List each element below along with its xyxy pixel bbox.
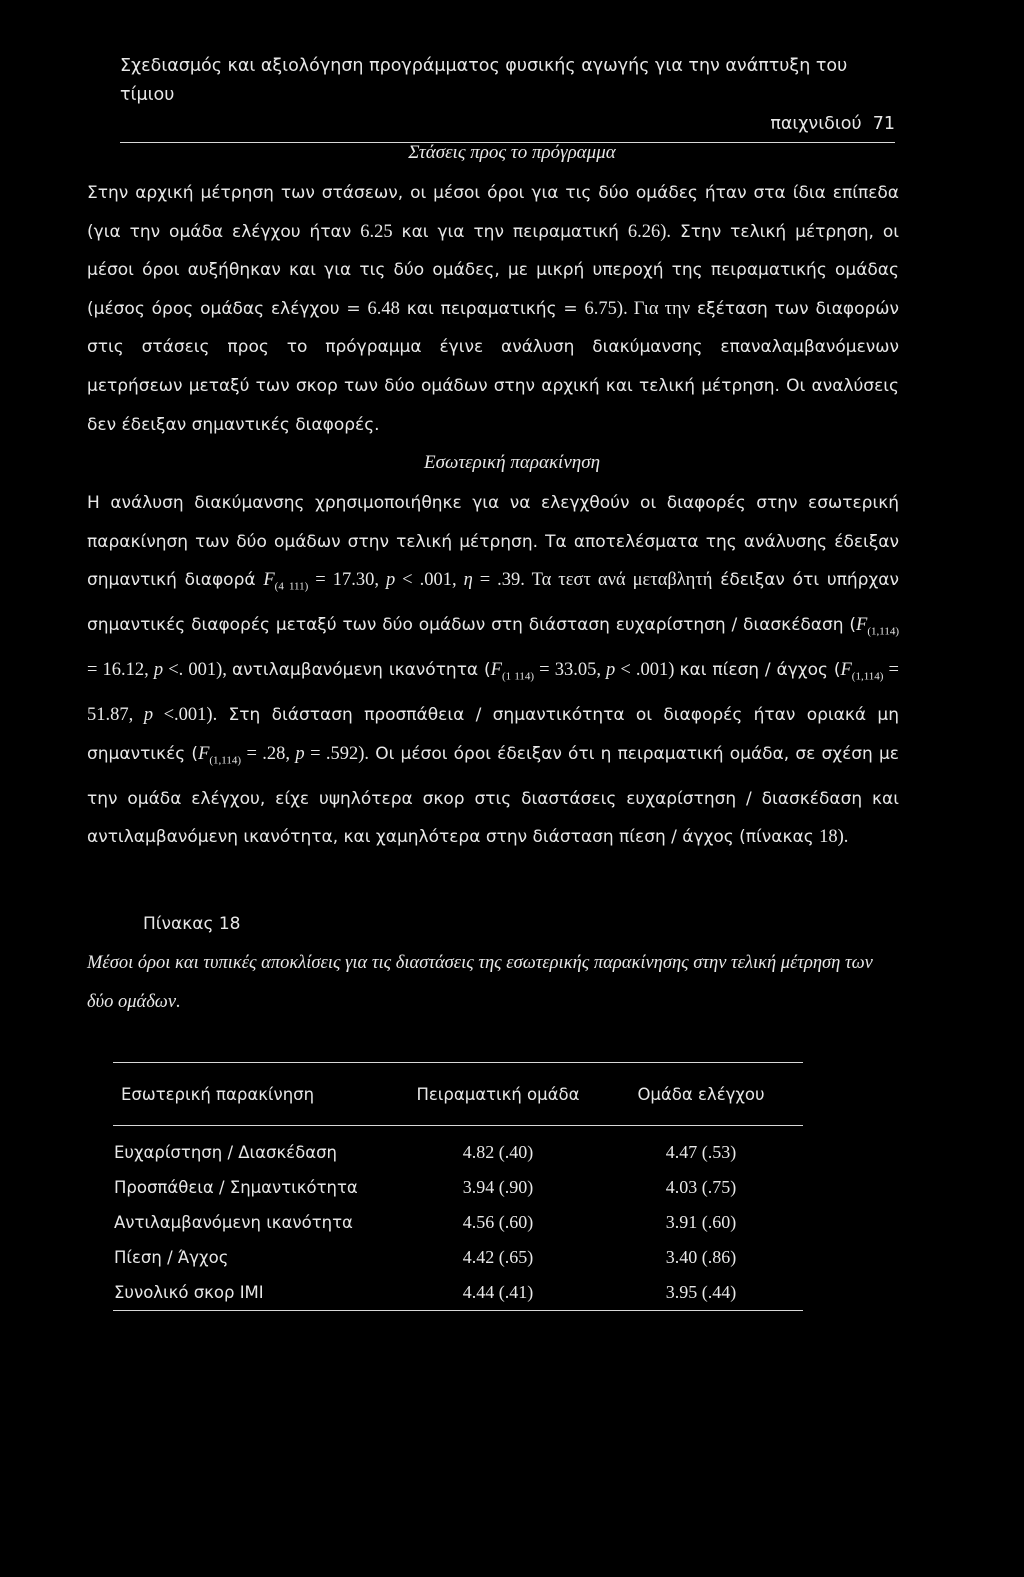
stat-value: < .001,	[395, 570, 464, 591]
table-row	[113, 1275, 803, 1311]
row-label: Προσπάθεια / Σημαντικότητα	[114, 1178, 358, 1197]
section-heading-attitudes: Στάσεις προς το πρόγραμμα	[408, 142, 616, 163]
text-run: έδειξαν ότι υπήρχαν σημαντικές διαφορές μεταξύ των δύο ομάδων στη διάσταση ευχαρίστηση / διασκέδαση (	[87, 570, 899, 636]
text-run: και για την πειραματική	[392, 221, 628, 242]
stat-symbol: η	[463, 570, 473, 591]
text-run: Η ανάλυση διακύμανσης χρησιμοποιήθηκε για να ελεγχθούν οι διαφορές στην εσωτερική παρακίνηση των δύο ομάδων στην τελική μέτρηση. Τα αποτελέσματα της ανάλυσης έδειξαν σημαντική διαφορά	[87, 493, 899, 591]
row-label: Συνολικό σκορ IMI	[113, 1275, 397, 1311]
page-number: 71	[872, 114, 895, 134]
row-label: Πίεση / Άγχος	[114, 1248, 229, 1267]
table-cell: 3.95 (.44)	[599, 1275, 803, 1311]
column-header: Εσωτερική παρακίνηση	[113, 1063, 397, 1126]
stat-subscript: (4 111)	[274, 580, 309, 593]
text-run: Στην αρχική μέτρηση των στάσεων, οι μέσοι όροι για τις δύο ομάδες ήταν στα ίδια επίπεδα (για την ομάδα ελέγχου ήταν	[87, 183, 899, 242]
stat-symbol: p	[295, 743, 305, 764]
stat-value: = 51.87,	[87, 660, 899, 726]
stat-value: = .39. Τα τεστ ανά μεταβλητή	[472, 570, 713, 591]
stat-subscript: (1 114)	[501, 670, 535, 683]
text-run: Στην τελική μέτρηση, οι μέσοι όροι αυξήθηκαν και για τις δύο ομάδες, με μικρή υπεροχή της πειραματικής ομάδας (μέσος όρος ομάδας ελέγχου =	[87, 221, 899, 319]
table-reference: 18).	[819, 827, 849, 848]
stat-symbol: F	[840, 660, 852, 681]
table-cell: 3.91 (.60)	[665, 1212, 737, 1232]
text-run: και πειραματικής =	[399, 298, 585, 319]
text-run: αντιλαμβανόμενη ικανότητα (	[231, 660, 491, 681]
text-run: εξέταση των διαφορών στις στάσεις προς το πρόγραμμα έγινε ανάλυση διακύμανσης επαναλαμβανόμενων μετρήσεων μεταξύ των σκορ των δύο ομάδων στην αρχική και τελική μέτρηση. Οι αναλύσεις δεν έδειξαν σημαντικές διαφορές.	[87, 298, 899, 435]
column-header: Πειραματική ομάδα	[397, 1063, 599, 1126]
value: 6.25	[360, 221, 393, 242]
stat-value: = 17.30,	[308, 570, 386, 591]
stat-value: = .28,	[241, 743, 296, 764]
value: 6.26).	[627, 221, 671, 242]
stat-symbol: p	[143, 705, 154, 726]
table-row	[113, 1240, 803, 1275]
value: 6.75). Για την	[584, 298, 691, 319]
column-header: Ομάδα ελέγχου	[599, 1063, 803, 1126]
table-cell: 4.82 (.40)	[462, 1142, 534, 1162]
stat-value: <. 001),	[163, 660, 232, 681]
stat-subscript: (1,114)	[851, 670, 884, 683]
table-row	[113, 1126, 803, 1171]
stat-value: <.001).	[153, 705, 218, 726]
table-cell: 3.94 (.90)	[462, 1177, 534, 1197]
stat-subscript: (1,114)	[867, 625, 899, 638]
header-title-continuation	[120, 110, 895, 143]
stat-symbol: F	[263, 570, 275, 591]
stat-value: < .001)	[615, 660, 680, 681]
table-header-row	[113, 1063, 803, 1126]
paragraph-intrinsic-motivation	[87, 484, 899, 857]
table-cell: 4.42 (.65)	[462, 1247, 534, 1267]
table-caption: Μέσοι όροι και τυπικές αποκλίσεις για τις διαστάσεις της εσωτερικής παρακίνησης στην τελική μέτρηση των δύο ομάδων.	[87, 953, 873, 1012]
stat-symbol: p	[606, 660, 616, 681]
table-row	[113, 1170, 803, 1205]
table-row	[113, 1205, 803, 1240]
table-cell: 4.44 (.41)	[397, 1275, 599, 1311]
stat-value: = .592).	[304, 743, 370, 764]
stat-symbol: F	[198, 743, 210, 764]
text-run: Στη διάσταση προσπάθεια / σημαντικότητα οι διαφορές ήταν οριακά μη σημαντικές (	[87, 705, 899, 764]
paragraph-attitudes	[87, 174, 899, 444]
table-cell: 4.56 (.60)	[462, 1212, 534, 1232]
stat-subscript: (1,114)	[209, 754, 242, 767]
stat-symbol: p	[153, 660, 164, 681]
text-run: και πίεση / άγχος (	[679, 660, 841, 681]
stat-symbol: p	[385, 570, 396, 591]
table-cell: 4.03 (.75)	[665, 1177, 737, 1197]
table-cell: 4.47 (.53)	[665, 1142, 737, 1162]
running-header	[120, 52, 895, 143]
header-title-end: παιχνιδιού	[770, 114, 862, 134]
section-heading-intrinsic-motivation: Εσωτερική παρακίνηση	[423, 452, 600, 473]
table-label: Πίνακας 18	[143, 914, 241, 934]
value: 6.48	[367, 298, 400, 319]
text-run: Οι μέσοι όροι έδειξαν ότι η πειραματική ομάδα, σε σχέση με την ομάδα ελέγχου, είχε υψηλότερα σκορ στις διαστάσεις ευχαρίστηση / διασκέδαση και αντιλαμβανόμενη ικανότητα, και χαμηλότερα στην διάσταση πίεση / άγχος (πίνακας	[87, 743, 899, 848]
header-title: Σχεδιασμός και αξιολόγηση προγράμματος φυσικής αγωγής για την ανάπτυξη του τίμιου	[120, 56, 848, 105]
stat-symbol: F	[490, 660, 502, 681]
row-label: Ευχαρίστηση / Διασκέδαση	[114, 1143, 337, 1162]
stat-value: = 33.05,	[534, 660, 607, 681]
results-table	[113, 1062, 803, 1311]
row-label: Αντιλαμβανόμενη ικανότητα	[114, 1213, 353, 1232]
table-cell: 3.40 (.86)	[665, 1247, 737, 1267]
stat-value: = 16.12,	[87, 660, 154, 681]
stat-symbol: F	[856, 615, 868, 636]
